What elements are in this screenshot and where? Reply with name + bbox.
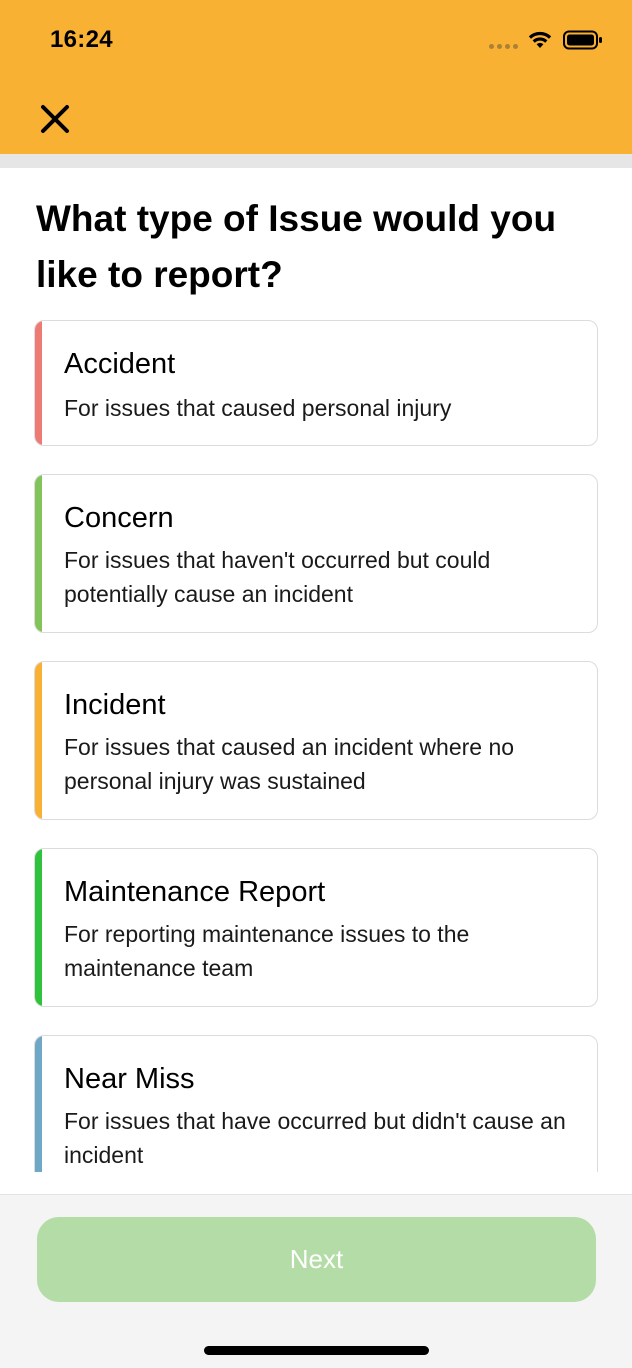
page-title: What type of Issue would you like to report? [36, 198, 557, 295]
card-title: Maintenance Report [64, 876, 326, 908]
card-accent [35, 321, 42, 445]
card-description: For reporting maintenance issues to the maintenance team [64, 921, 470, 981]
card-title: Concern [64, 502, 174, 534]
status-time: 16:24 [50, 26, 113, 53]
issue-card-near-miss[interactable] [34, 1035, 598, 1172]
battery-icon [563, 30, 603, 50]
issue-card-maintenance-report[interactable] [34, 848, 598, 1007]
cellular-signal-icon [489, 44, 518, 49]
card-accent [35, 475, 42, 632]
header-divider [0, 154, 632, 168]
close-icon[interactable] [38, 102, 72, 136]
card-description: For issues that caused personal injury [64, 395, 452, 421]
card-accent [35, 662, 42, 819]
home-indicator[interactable] [204, 1346, 429, 1355]
top-header [0, 0, 632, 154]
card-title: Incident [64, 689, 166, 721]
issue-card-accident[interactable] [34, 320, 598, 446]
card-description: For issues that caused an incident where no personal injury was sustained [64, 734, 515, 794]
footer-bar [0, 1194, 632, 1368]
wifi-icon [528, 31, 552, 49]
card-description: For issues that haven't occurred but could potentially cause an incident [64, 547, 491, 607]
card-description: For issues that have occurred but didn't cause an incident [64, 1108, 566, 1168]
card-accent [35, 849, 42, 1006]
issue-card-incident[interactable] [34, 661, 598, 820]
next-button[interactable]: Next [37, 1217, 596, 1302]
issue-type-list[interactable] [0, 320, 632, 1172]
card-accent [35, 1036, 42, 1172]
issue-card-concern[interactable] [34, 474, 598, 633]
card-title: Accident [64, 348, 176, 380]
card-title: Near Miss [64, 1063, 195, 1095]
